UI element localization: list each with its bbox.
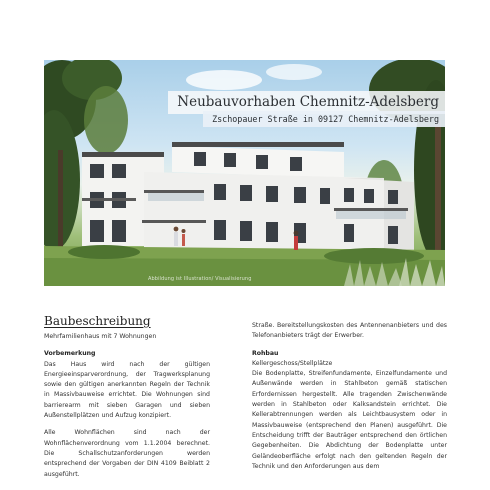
preliminary-remarks-title: Vorbemerkung [44, 350, 96, 358]
connection-costs-text: Straße. Bereitstellungskosten des Antennenanbieters und des Telefonanbieters trägt der Erwerber. [252, 322, 447, 340]
image-caption: Abbildung ist Illustration/ Visualisierung [148, 276, 252, 282]
building-summary: Mehrfamilienhaus mit 7 Wohnungen [44, 333, 157, 340]
foundation-text: Die Bodenplatte, Streifenfundamente, Einzelfundamente und Außenwände werden in Stahlbeton gemäß statischen Erfordernissen hergestellt. Alle tragenden Zwischenwände werden in Stahlbeton oder Kalksandstein errichtet. Die Kellerabtrennungen werden als Leichtbausystem oder in Massivbauweise (entsprechend den Planen) ausgeführt. Die Entscheidung trifft der Bauträger entsprechend den örtlichen Gegebenheiten. Die Abdichtung der Bodenplatte unter Geländeoberfläche erfolgt nach den geltenden Regeln der Technik und den Anforderungen aus dem [252, 370, 447, 470]
project-address: Zschopauer Straße in 09127 Chemnitz-Adelsberg [203, 111, 445, 127]
right-column [252, 321, 447, 472]
basement-parking-subtitle: Kellergeschoss/Stellplätze [252, 359, 333, 367]
hero-rendering [44, 60, 445, 286]
left-column [44, 314, 210, 480]
section-heading: Baubeschreibung [44, 314, 151, 328]
shell-construction-title: Rohbau [252, 349, 279, 357]
project-title: Neubauvorhaben Chemnitz-Adelsberg [168, 91, 445, 114]
living-space-text: Alle Wohnflächen sind nach der Wohnflächenverordnung vom 1.1.2004 berechnet. Die Schallschutzanforderungen werden entsprechend der Vorgaben der DIN 4109 Beiblatt 2 ausgeführt. [44, 429, 210, 478]
preliminary-remarks-text: Das Haus wird nach der gültigen Energieeinsparverordnung, der Tragwerksplanung sowie den gültigen anerkannten Regeln der Technik in Massivbauweise errichtet. Die Wohnungen sind barrierearm mit sieben Garagen und sieben Außenstellplätzen und Aufzug konzipiert. [44, 360, 210, 420]
